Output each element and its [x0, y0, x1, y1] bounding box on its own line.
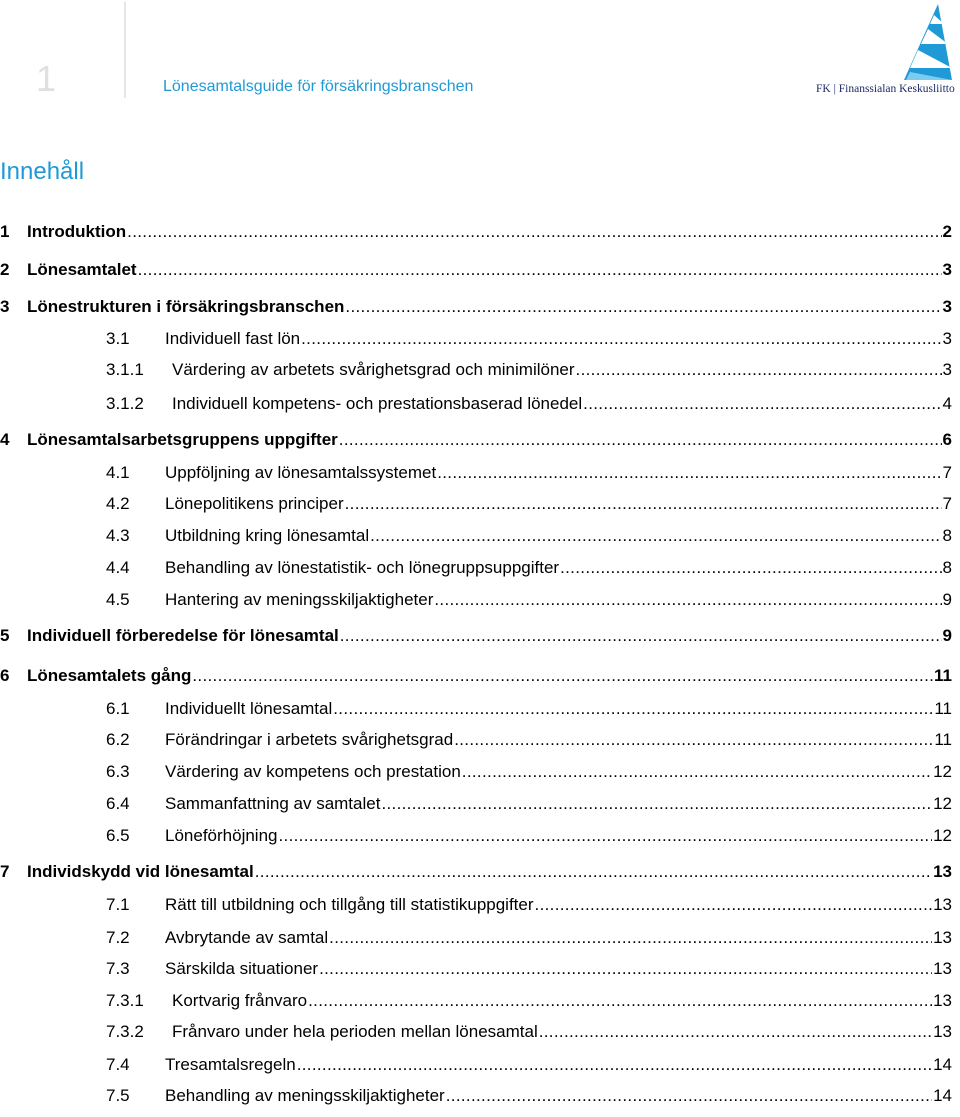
toc-entry-page: 13	[933, 928, 952, 947]
toc-entry[interactable]	[106, 991, 952, 1022]
toc-leader-dots	[462, 762, 932, 782]
toc-entry-number: 4.3	[106, 526, 130, 545]
toc-entry-label: Introduktion	[27, 222, 127, 241]
toc-entry-page: 3	[942, 360, 952, 379]
toc-leader-dots	[192, 666, 933, 686]
toc-leader-dots	[437, 463, 941, 483]
toc-leader-dots	[454, 730, 933, 750]
toc-entry-number: 2	[0, 260, 10, 279]
toc-entry-number: 1	[0, 222, 10, 241]
toc-entry-number: 4.5	[106, 590, 130, 609]
toc-entry[interactable]	[106, 1022, 952, 1053]
toc-leader-dots	[308, 991, 932, 1011]
toc-entry-page: 13	[933, 895, 952, 914]
toc-entry-page: 13	[933, 862, 952, 881]
toc-entry-page: 6	[942, 430, 952, 449]
toc-entry-number: 3	[0, 297, 10, 316]
toc-leader-dots	[297, 1055, 932, 1075]
toc-entry-number: 7.3.1	[106, 991, 144, 1010]
toc-entry-label: Särskilda situationer	[165, 959, 319, 978]
toc-leader-dots	[381, 794, 932, 814]
toc-entry-number: 7	[0, 862, 10, 881]
toc-leader-dots	[539, 1022, 932, 1042]
toc-entry-page: 9	[942, 590, 952, 609]
toc-entry[interactable]	[106, 895, 952, 926]
toc-entry[interactable]	[106, 558, 952, 589]
toc-leader-dots	[345, 494, 942, 514]
toc-entry[interactable]	[106, 1055, 952, 1086]
toc-entry[interactable]	[106, 1086, 952, 1117]
toc-entry-page: 8	[942, 558, 952, 577]
toc-entry-page: 14	[933, 1055, 952, 1074]
toc-entry-number: 7.3.2	[106, 1022, 144, 1041]
toc-entry-label: Värdering av arbetets svårighetsgrad och minimilöner	[172, 360, 575, 379]
toc-entry[interactable]	[0, 222, 952, 253]
toc-entry-number: 5	[0, 626, 10, 645]
toc-entry-label: Lönesamtalets gång	[27, 666, 192, 685]
toc-entry-label: Individuell kompetens- och prestationsbaserad lönedel	[172, 394, 583, 413]
toc-leader-dots	[345, 297, 941, 317]
toc-entry[interactable]	[106, 360, 952, 391]
toc-entry[interactable]	[106, 762, 952, 793]
header-divider	[124, 2, 126, 98]
toc-entry-page: 4	[942, 394, 952, 413]
logo-text: FK | Finanssialan Keskusliitto	[816, 83, 955, 95]
toc-leader-dots	[370, 526, 941, 546]
toc-entry-label: Hantering av meningsskiljaktigheter	[165, 590, 434, 609]
toc-entry[interactable]	[0, 430, 952, 461]
toc-leader-dots	[583, 394, 941, 414]
toc-entry-number: 6.4	[106, 794, 130, 813]
toc-entry-label: Individuellt lönesamtal	[165, 699, 333, 718]
toc-leader-dots	[339, 430, 942, 450]
toc-leader-dots	[333, 699, 933, 719]
toc-entry-number: 7.1	[106, 895, 130, 914]
toc-entry[interactable]	[106, 794, 952, 825]
toc-entry-label: Tresamtalsregeln	[165, 1055, 296, 1074]
toc-entry-number: 7.2	[106, 928, 130, 947]
toc-entry-label: Värdering av kompetens och prestation	[165, 762, 461, 781]
toc-leader-dots	[329, 928, 932, 948]
toc-leader-dots	[278, 826, 932, 846]
toc-entry-page: 14	[933, 1086, 952, 1105]
toc-entry-number: 4.2	[106, 494, 130, 513]
toc-entry-page: 13	[933, 991, 952, 1010]
toc-entry[interactable]	[106, 928, 952, 959]
toc-entry-page: 13	[933, 959, 952, 978]
toc-entry-page: 13	[933, 1022, 952, 1041]
toc-entry-page: 11	[934, 730, 952, 749]
toc-entry-page: 7	[942, 494, 952, 513]
toc-entry-page: 3	[942, 297, 952, 316]
toc-entry-number: 6.2	[106, 730, 130, 749]
toc-entry-page: 7	[942, 463, 952, 482]
document-title: Lönesamtalsguide för försäkringsbranschen	[163, 78, 474, 95]
toc-entry-label: Frånvaro under hela perioden mellan lönesamtal	[172, 1022, 538, 1041]
toc-entry-page: 8	[942, 526, 952, 545]
toc-entry-label: Lönesamtalsarbetsgruppens uppgifter	[27, 430, 338, 449]
toc-entry-number: 7.4	[106, 1055, 130, 1074]
toc-entry-page: 9	[942, 626, 952, 645]
toc-leader-dots	[560, 558, 941, 578]
toc-entry[interactable]	[0, 666, 952, 697]
toc-entry-label: Lönepolitikens principer	[165, 494, 344, 513]
toc-entry-number: 3.1	[106, 329, 130, 348]
toc-entry-label: Lönesamtalet	[27, 260, 137, 279]
toc-entry-label: Individskydd vid lönesamtal	[27, 862, 254, 881]
toc-entry[interactable]	[106, 463, 952, 494]
toc-leader-dots	[446, 1086, 932, 1106]
toc-entry-number: 6.1	[106, 699, 130, 718]
toc-leader-dots	[434, 590, 941, 610]
toc-entry[interactable]	[106, 526, 952, 557]
toc-entry-label: Individuell förberedelse för lönesamtal	[27, 626, 339, 645]
toc-entry-number: 4	[0, 430, 10, 449]
toc-entry-page: 11	[934, 666, 952, 685]
logo	[812, 0, 958, 104]
toc-entry-page: 12	[933, 762, 952, 781]
toc-entry[interactable]	[106, 730, 952, 761]
toc-entry-label: Förändringar i arbetets svårighetsgrad	[165, 730, 454, 749]
toc-entry-label: Behandling av meningsskiljaktigheter	[165, 1086, 445, 1105]
toc-entry-number: 4.4	[106, 558, 130, 577]
toc-entry-page: 12	[933, 794, 952, 813]
toc-entry-label: Behandling av lönestatistik- och lönegruppsuppgifter	[165, 558, 560, 577]
toc-leader-dots	[301, 329, 941, 349]
toc-leader-dots	[138, 260, 942, 280]
toc-entry-label: Löneförhöjning	[165, 826, 278, 845]
toc-entry-page: 3	[942, 329, 952, 348]
page-number: 1	[36, 58, 57, 99]
toc-entry-number: 7.3	[106, 959, 130, 978]
toc-entry-number: 6	[0, 666, 10, 685]
toc-entry-number: 7.5	[106, 1086, 130, 1105]
toc-leader-dots	[535, 895, 933, 915]
toc-entry[interactable]	[0, 626, 952, 657]
toc-entry-label: Individuell fast lön	[165, 329, 301, 348]
toc-entry[interactable]	[0, 297, 952, 328]
toc-entry-page: 3	[942, 260, 952, 279]
toc-leader-dots	[255, 862, 932, 882]
toc-leader-dots	[576, 360, 942, 380]
toc-entry-number: 3.1.2	[106, 394, 144, 413]
toc-entry-label: Lönestrukturen i försäkringsbranschen	[27, 297, 345, 316]
toc-leader-dots	[127, 222, 941, 242]
toc-entry[interactable]	[106, 590, 952, 621]
toc-heading: Innehåll	[0, 158, 85, 185]
toc-entry-page: 2	[942, 222, 952, 241]
toc-entry-number: 6.5	[106, 826, 130, 845]
toc-leader-dots	[340, 626, 942, 646]
toc-entry-label: Uppföljning av lönesamtalssystemet	[165, 463, 437, 482]
toc-entry-number: 3.1.1	[106, 360, 144, 379]
toc-leader-dots	[319, 959, 932, 979]
toc-entry-number: 6.3	[106, 762, 130, 781]
toc-entry-label: Rätt till utbildning och tillgång till statistikuppgifter	[165, 895, 534, 914]
toc-entry[interactable]	[106, 826, 952, 857]
toc-entry-label: Utbildning kring lönesamtal	[165, 526, 370, 545]
toc-entry[interactable]	[106, 494, 952, 525]
toc-entry-label: Sammanfattning av samtalet	[165, 794, 381, 813]
toc-entry-label: Avbrytande av samtal	[165, 928, 329, 947]
toc-entry[interactable]	[106, 959, 952, 990]
toc-entry[interactable]	[106, 329, 952, 360]
toc-entry-number: 4.1	[106, 463, 130, 482]
fk-triangle-logo-icon	[896, 2, 954, 82]
toc-entry-label: Kortvarig frånvaro	[172, 991, 308, 1010]
toc-entry[interactable]	[0, 260, 952, 291]
toc-entry[interactable]	[0, 862, 952, 893]
toc-entry[interactable]	[106, 699, 952, 730]
toc-entry[interactable]	[106, 394, 952, 425]
toc-entry-page: 12	[933, 826, 952, 845]
toc-entry-page: 11	[934, 699, 952, 718]
